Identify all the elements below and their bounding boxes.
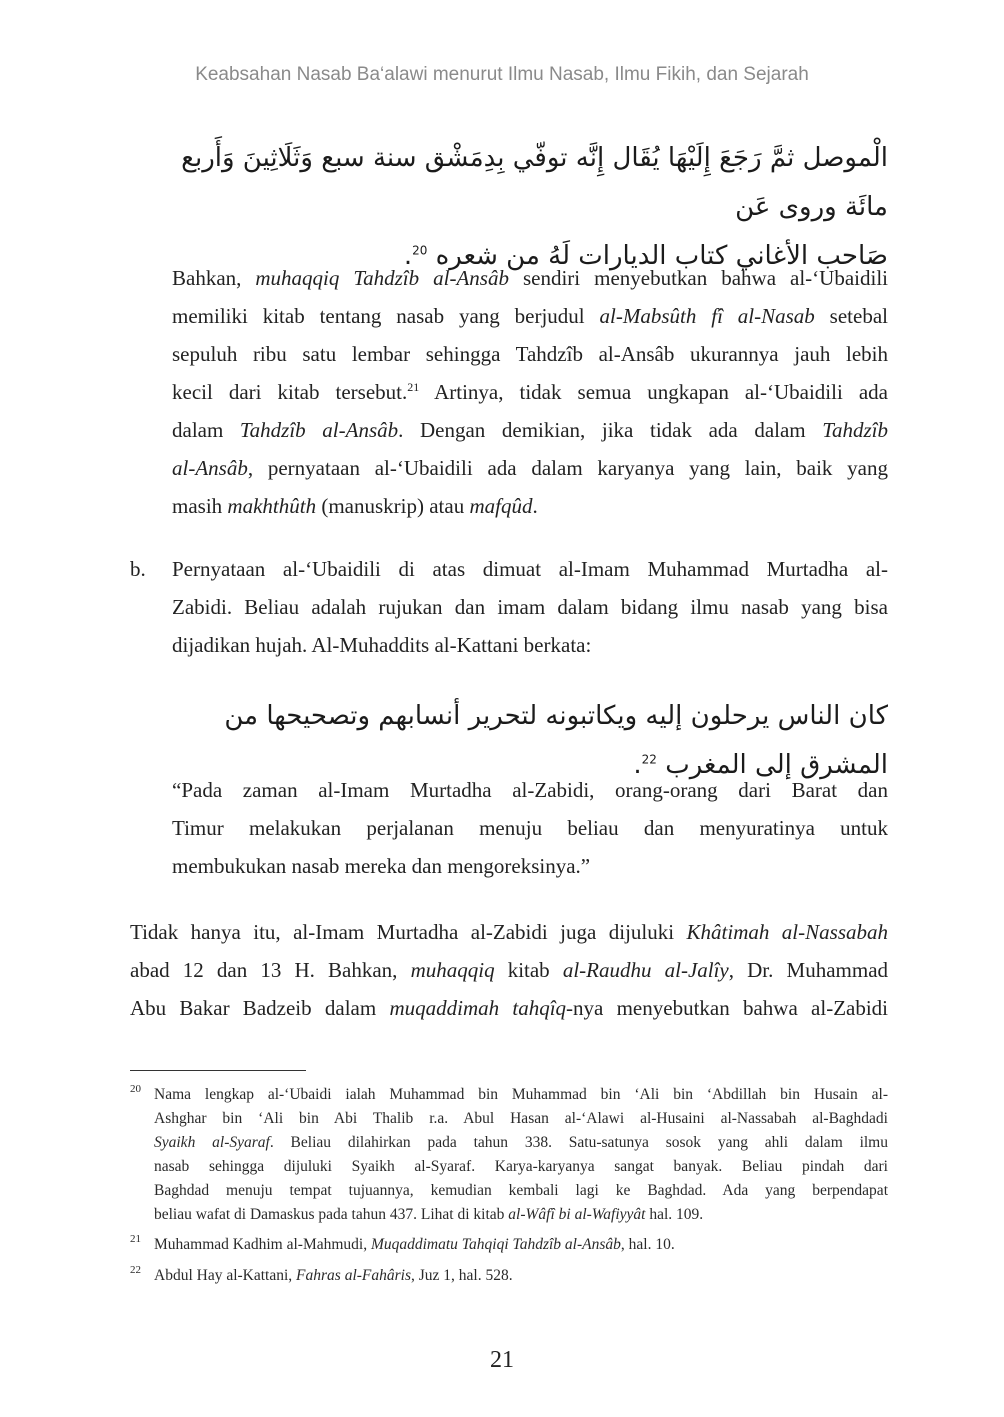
arabic-quote-1-line-1: الْموصل ثمَّ رَجَعَ إِلَيْهَا يُقَال إِنَّه توفّي بِدِمَشْق سنة سبع وَثَلَاثِينَ وَأَربع مائَة وروى عَن: [181, 143, 888, 222]
text-run: masih: [172, 494, 228, 518]
page-number: 21: [490, 1347, 514, 1373]
italic-term: al-Wâfî bi al-Wafiyyât: [508, 1206, 646, 1223]
footnote-line: [154, 1203, 888, 1227]
paragraph-1-line: [172, 411, 888, 449]
text-run: . Beliau dilahirkan pada tahun 338. Satu-satunya sosok yang ahli dalam ilmu: [269, 1134, 888, 1151]
footnote-line: Ashghar bin ‘Ali bin Abi Thalib r.a. Abul Hasan al-‘Alawi al-Husaini al-Nassabah al-Baghdadi: [154, 1110, 888, 1127]
paragraph-1-line: [172, 373, 888, 411]
italic-term: muhaqqiq Tahdzîb al-Ansâb: [255, 266, 509, 290]
text-run: .: [532, 494, 538, 518]
footnote-20: [130, 1083, 888, 1227]
text-run: , Dr. Muhammad: [728, 958, 888, 982]
paragraph-2: [130, 913, 888, 1027]
paragraph-2-line: [130, 989, 888, 1027]
italic-term: Muqaddimatu Tahqiqi Tahdzîb al-Ansâb: [370, 1236, 621, 1253]
text-run: , pernyataan al-‘Ubaidili ada dalam karyanya yang lain, baik yang: [247, 456, 888, 480]
paragraph-2-line: [130, 951, 888, 989]
text-run: memiliki kitab tentang nasab yang berjudul: [172, 304, 600, 328]
point-b-line: Pernyataan al-‘Ubaidili di atas dimuat al-Imam Muhammad Murtadha al-: [172, 557, 888, 581]
paragraph-1-line: [172, 259, 888, 297]
italic-term: al-Mabsûth fî al-Nasab: [599, 304, 815, 328]
italic-term: Tahdzîb: [822, 418, 888, 442]
paragraph-1: [172, 259, 888, 525]
footnote-ref-20: 20: [412, 243, 428, 258]
running-head: Keabsahan Nasab Ba‘alawi menurut Ilmu Nasab, Ilmu Fikih, dan Sejarah: [195, 64, 809, 85]
list-marker-b: b.: [130, 557, 146, 581]
text-run: setebal: [814, 304, 888, 328]
text-run: hal. 109.: [645, 1206, 704, 1223]
translation-line: membukukan nasab mereka dan mengoreksinya.”: [172, 854, 591, 878]
italic-term: Fahras al-Fahâris: [296, 1267, 412, 1284]
text-run: . Dengan demikian, jika tidak ada dalam: [398, 418, 823, 442]
arabic-quote-1-line-2-text: صَاحب الأغاني كتاب الديارات لَهُ من شعره: [435, 241, 888, 271]
translation-quote: [172, 771, 888, 885]
text-run: Bahkan,: [172, 266, 256, 290]
text-run: , hal. 10.: [620, 1236, 675, 1253]
text-run: Abu Bakar Badzeib dalam: [130, 996, 390, 1020]
italic-term: al-Raudhu al-Jalîy: [562, 958, 729, 982]
paragraph-2-line: [130, 913, 888, 951]
text-run: kecil dari kitab tersebut.: [172, 380, 408, 404]
footnote-line: Baghdad menuju tempat tujuannya, kemudian kembali lagi ke Baghdad. Ada yang berpendapat: [154, 1182, 888, 1199]
translation-line: “Pada zaman al-Imam Murtadha al-Zabidi, orang-orang dari Barat dan: [172, 778, 888, 802]
italic-term: muqaddimah tahqîq: [389, 996, 567, 1020]
footnote-21: [130, 1233, 888, 1257]
footnote-number: 21: [130, 1233, 141, 1245]
text-run: sendiri menyebutkan bahwa al-‘Ubaidili: [508, 266, 888, 290]
paragraph-1-line: [172, 487, 888, 525]
text-run: kitab: [494, 958, 563, 982]
footnote-ref-21: 21: [407, 380, 420, 394]
footnote-line: nasab sehingga dijuluki Syaikh al-Syaraf. Karya-karyanya sangat banyak. Beliau pindah dari: [154, 1158, 888, 1175]
arabic-quote-2-text: كان الناس يرحلون إليه ويكاتبونه لتحرير أنسابهم وتصحيحها من المشرق إلى المغرب: [224, 701, 888, 780]
italic-term: Tahdzîb al-Ansâb: [239, 418, 399, 442]
italic-term: makhthûth: [227, 494, 317, 518]
footnote-ref-22: 22: [641, 752, 657, 767]
text-run: , Juz 1, hal. 528.: [411, 1267, 513, 1284]
text-run: dalam: [172, 418, 240, 442]
footnote-line: [154, 1131, 888, 1155]
footnote-divider: [130, 1070, 306, 1071]
footnote-line: Nama lengkap al-‘Ubaidi ialah Muhammad bin Muhammad bin ‘Ali bin ‘Abdillah bin Husain al-: [154, 1086, 888, 1103]
arabic-quote-2-line: كان الناس يرحلون إليه ويكاتبونه لتحرير أنسابهم وتصحيحها من المشرق إلى المغرب $^{22}$.: [224, 701, 888, 780]
footnote-number: 20: [130, 1083, 141, 1095]
text-run: abad 12 dan 13 H. Bahkan,: [130, 958, 411, 982]
paragraph-1-line: [172, 449, 888, 487]
point-b-line: Zabidi. Beliau adalah rujukan dan imam dalam bidang ilmu nasab yang bisa: [172, 595, 888, 619]
text-run: beliau wafat di Damaskus pada tahun 437. Lihat di kitab: [154, 1206, 509, 1223]
italic-term: al-Ansâb: [172, 456, 248, 480]
text-run: Muhammad Kadhim al-Mahmudi,: [154, 1236, 371, 1253]
point-b-paragraph: [172, 550, 888, 664]
italic-term: mafqûd: [469, 494, 533, 518]
text-run: Tidak hanya itu, al-Imam Murtadha al-Zabidi juga dijuluki: [130, 920, 687, 944]
paragraph-1-line: [172, 297, 888, 335]
arabic-quote-1-line-2: صَاحب الأغاني كتاب الديارات لَهُ من شعره $^{20}$.: [403, 241, 888, 271]
text-run: Abdul Hay al-Kattani,: [154, 1267, 297, 1284]
italic-term: Khâtimah al-Nassabah: [686, 920, 888, 944]
point-b-line: dijadikan hujah. Al-Muhaddits al-Kattani berkata:: [172, 633, 592, 657]
footnote-line: [154, 1233, 888, 1257]
text-run: (manuskrip) atau: [316, 494, 470, 518]
text-run: Artinya, tidak semua ungkapan al-‘Ubaidili ada: [419, 380, 888, 404]
translation-line: Timur melakukan perjalanan menuju beliau dan menyuratinya untuk: [172, 816, 888, 840]
italic-term: Syaikh al-Syaraf: [154, 1134, 270, 1151]
italic-term: muhaqqiq: [410, 958, 495, 982]
text-run: -nya menyebutkan bahwa al-Zabidi: [566, 996, 888, 1020]
footnote-line: [154, 1264, 888, 1288]
footnote-number: 22: [130, 1264, 141, 1276]
paragraph-1-line: sepuluh ribu satu lembar sehingga Tahdzîb al-Ansâb ukurannya jauh lebih: [172, 342, 888, 366]
footnote-22: [130, 1264, 888, 1288]
